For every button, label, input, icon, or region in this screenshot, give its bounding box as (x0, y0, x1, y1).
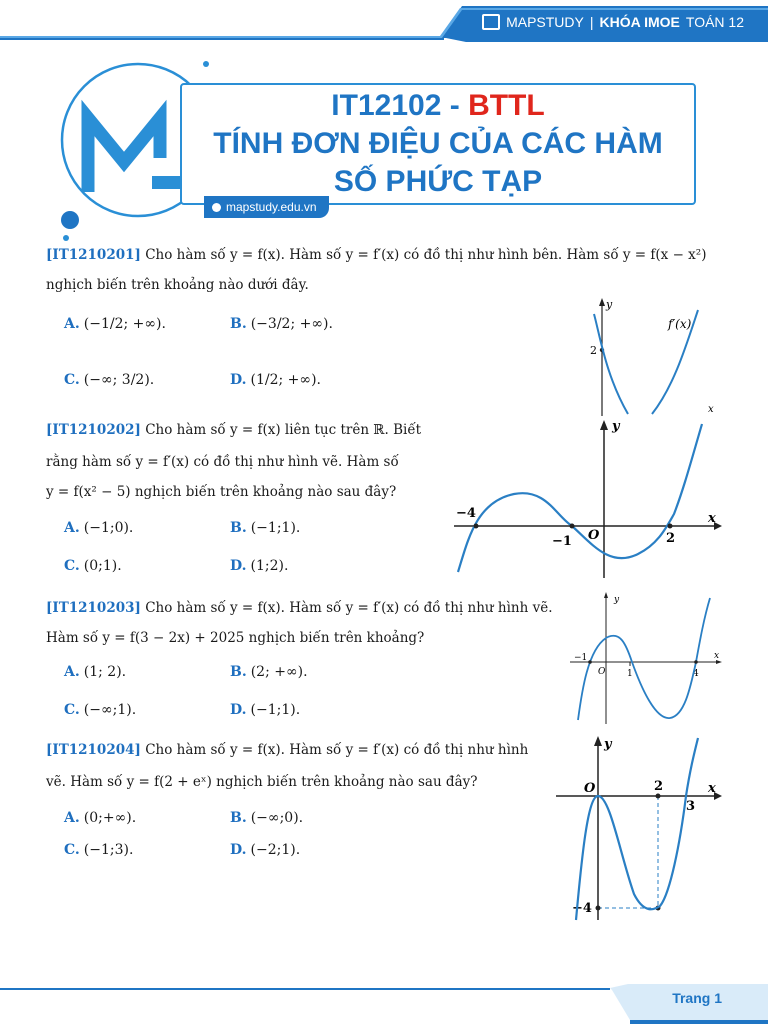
q1-option-d[interactable]: D. (1/2; +∞). (230, 372, 321, 388)
q4-tick-3: 3 (686, 799, 696, 814)
brand-separator: | (589, 14, 594, 30)
question-1-id: [IT1210201] (46, 247, 141, 263)
question-3-id: [IT1210203] (46, 600, 141, 616)
q3-x-label: x (714, 651, 720, 661)
q2-option-c[interactable]: C. (0;1). (64, 558, 122, 574)
question-3-line2: Hàm số y = f(3 − 2x) + 2025 nghịch biến trên khoảng? (46, 630, 425, 646)
q1-option-c[interactable]: C. (−∞; 3/2). (64, 372, 155, 388)
question-2-line2: rằng hàm số y = f′(x) có đồ thị như hình vẽ. Hàm số (46, 454, 399, 470)
q1-x-label: x (708, 404, 714, 415)
q1-tick-2: 2 (590, 344, 597, 357)
header-brand (482, 14, 744, 30)
website-tag[interactable] (204, 196, 329, 218)
q4-origin: O (584, 781, 596, 796)
question-1-text-a: Cho hàm số y = f(x). Hàm số y = f′(x) có đồ thị như hình bên. Hàm số y = f(x − x²) (145, 247, 707, 263)
lesson-title-line2: SỐ PHỨC TẠP (333, 165, 543, 198)
q2-option-b[interactable]: B. (−1;1). (230, 520, 301, 536)
q2-x-label: x (708, 511, 716, 526)
q4-option-b[interactable]: B. (−∞;0). (230, 810, 304, 826)
q2-option-d[interactable]: D. (1;2). (230, 558, 289, 574)
q3-tick-4: 4 (693, 669, 699, 679)
q1-y-label: y (606, 298, 613, 311)
q2-tick-2: 2 (666, 531, 676, 546)
question-2-id: [IT1210202] (46, 422, 141, 438)
q2-tick-neg4: −4 (456, 506, 476, 521)
q3-option-a[interactable]: A. (1; 2). (64, 664, 127, 680)
q3-option-b[interactable]: B. (2; +∞). (230, 664, 308, 680)
globe-icon (212, 203, 221, 212)
q2-graph (452, 418, 728, 580)
question-2-text-a: Cho hàm số y = f(x) liên tục trên ℝ. Biết (145, 422, 422, 438)
q2-tick-neg1: −1 (552, 534, 572, 549)
q3-graph (566, 590, 726, 726)
q4-option-d[interactable]: D. (−2;1). (230, 842, 301, 858)
question-2-line1 (46, 420, 441, 440)
q3-y-label: y (614, 595, 620, 605)
q4-y-label: y (604, 737, 612, 752)
q1-option-a[interactable]: A. (−1/2; +∞). (64, 316, 166, 332)
q4-tick-2: 2 (654, 779, 664, 794)
q4-graph (554, 734, 726, 922)
question-3-line1 (46, 598, 566, 618)
q4-derivative-curve (576, 738, 698, 920)
q3-tick-neg1: −1 (574, 653, 588, 663)
title-card (180, 83, 696, 205)
q2-derivative-curve (458, 424, 702, 572)
lesson-title-line1: TÍNH ĐƠN ĐIỆU CỦA CÁC HÀM (213, 127, 663, 160)
q3-tick-1: 1 (627, 669, 633, 679)
website-url: mapstudy.edu.vn (226, 200, 317, 214)
q3-derivative-curve (578, 598, 710, 720)
question-2-line3: y = f(x² − 5) nghịch biến trên khoảng nào sau đây? (46, 484, 397, 500)
q1-graph (584, 296, 724, 418)
q4-tick-neg4: −4 (572, 901, 592, 916)
question-4-text-a: Cho hàm số y = f(x). Hàm số y = f′(x) có đồ thị như hình (145, 742, 529, 758)
q4-option-a[interactable]: A. (0;+∞). (64, 810, 137, 826)
q1-curve-label: f′(x) (668, 317, 692, 331)
brand-name: MAPSTUDY (506, 14, 584, 30)
page-number: Trang 1 (672, 990, 722, 1006)
question-1-line1 (46, 245, 726, 265)
q2-y-label: y (612, 419, 620, 434)
lesson-code-text: IT12102 - (331, 89, 460, 122)
question-4-line2: vẽ. Hàm số y = f(2 + eˣ) nghịch biến trên khoảng nào sau đây? (46, 774, 478, 790)
q3-origin: O (598, 667, 606, 677)
q1-option-b[interactable]: B. (−3/2; +∞). (230, 316, 333, 332)
footer-bar (0, 984, 768, 1024)
q2-origin: O (588, 528, 600, 543)
q4-x-label: x (708, 781, 716, 796)
question-4-id: [IT1210204] (46, 742, 141, 758)
question-1-line2: nghịch biến trên khoảng nào dưới đây. (46, 277, 309, 293)
q2-option-a[interactable]: A. (−1;0). (64, 520, 134, 536)
mapstudy-logo-icon (482, 14, 500, 30)
q4-option-c[interactable]: C. (−1;3). (64, 842, 134, 858)
lesson-tag: BTTL (468, 89, 545, 122)
lesson-code (182, 89, 694, 123)
question-4-line1 (46, 740, 556, 760)
question-3-text-a: Cho hàm số y = f(x). Hàm số y = f′(x) có đồ thị như hình vẽ. (145, 600, 553, 616)
q3-option-d[interactable]: D. (−1;1). (230, 702, 301, 718)
course-subject: TOÁN 12 (685, 14, 744, 30)
q3-option-c[interactable]: C. (−∞;1). (64, 702, 137, 718)
course-name: KHÓA IMOE (599, 14, 680, 30)
